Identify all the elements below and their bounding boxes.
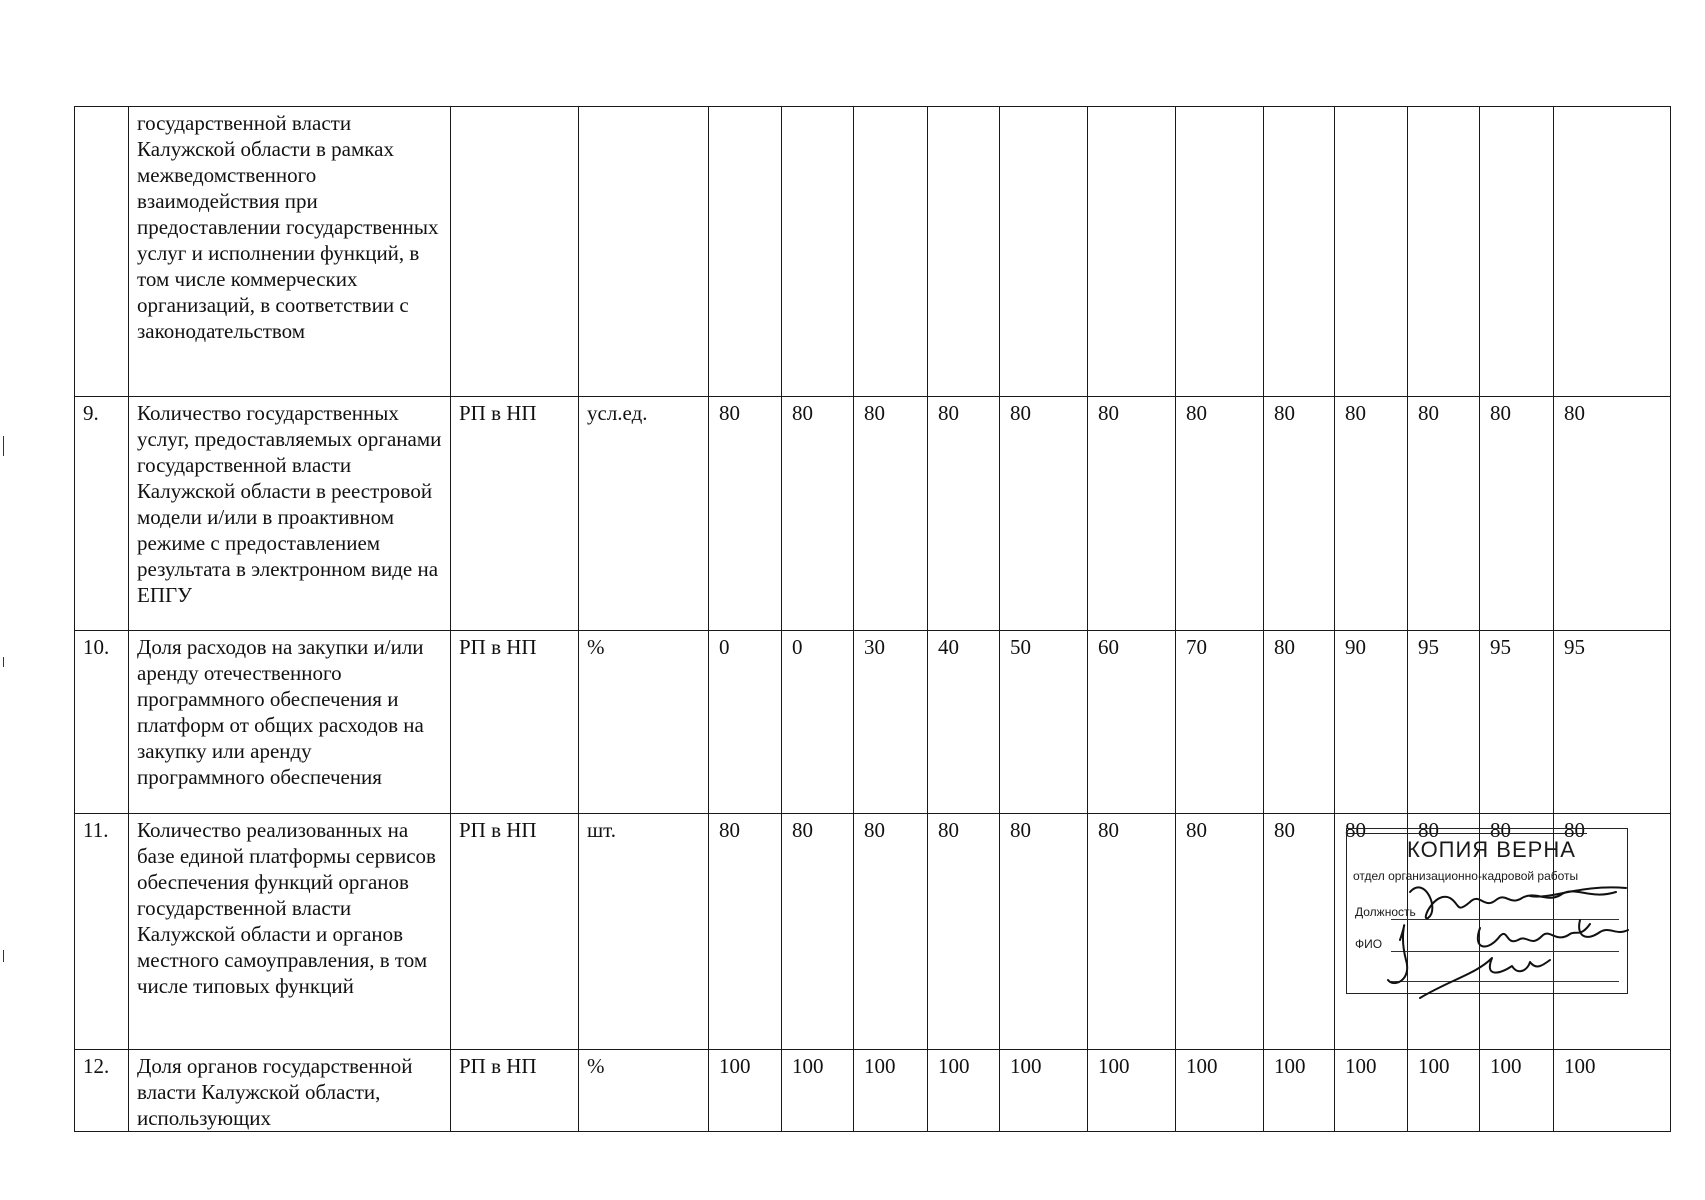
indicator-name-cell: Количество государственных услуг, предоставляемых органами государственной власти Калужской области в реестровой модели и/или в проактивном режиме с предоставлением результата в электронном виде на ЕПГУ	[129, 397, 451, 631]
value-cell	[1408, 107, 1480, 397]
value-cell: 100	[1480, 1050, 1554, 1132]
source-cell: РП в НП	[451, 814, 579, 1050]
table-row	[75, 1050, 1671, 1132]
value-cell: 70	[1176, 631, 1264, 814]
indicator-name-cell: государственной власти Калужской области в рамках межведомственного взаимодействия при предоставлении государственных услуг и исполнении функций, в том числе коммерческих организаций, в соответствии с законодательством	[129, 107, 451, 397]
value-cell: 90	[1335, 631, 1408, 814]
value-cell: 80	[782, 814, 854, 1050]
value-cell	[1264, 107, 1335, 397]
value-cell: 0	[709, 631, 782, 814]
value-cell: 100	[1335, 1050, 1408, 1132]
value-cell: 80	[854, 814, 928, 1050]
value-cell: 80	[1000, 814, 1088, 1050]
row-number-cell: 10.	[75, 631, 129, 814]
value-cell: 95	[1554, 631, 1671, 814]
value-cell: 100	[1554, 1050, 1671, 1132]
value-cell: 30	[854, 631, 928, 814]
value-cell: 80	[1264, 397, 1335, 631]
value-cell: 95	[1480, 631, 1554, 814]
value-cell: 100	[1000, 1050, 1088, 1132]
value-cell: 100	[1408, 1050, 1480, 1132]
unit-cell: %	[579, 631, 709, 814]
value-cell: 80	[1176, 397, 1264, 631]
value-cell: 60	[1088, 631, 1176, 814]
scan-artifact-mark	[3, 657, 4, 667]
table-row	[75, 631, 1671, 814]
source-cell: РП в НП	[451, 397, 579, 631]
stamp-line	[1391, 951, 1619, 952]
source-cell	[451, 107, 579, 397]
stamp-fio-label: ФИО	[1355, 937, 1383, 951]
value-cell: 50	[1000, 631, 1088, 814]
value-cell	[709, 107, 782, 397]
value-cell	[1176, 107, 1264, 397]
value-cell: 80	[1176, 814, 1264, 1050]
row-number-cell: 9.	[75, 397, 129, 631]
value-cell: 40	[928, 631, 1000, 814]
value-cell: 100	[928, 1050, 1000, 1132]
value-cell: 80	[1408, 397, 1480, 631]
value-cell: 80	[1335, 814, 1408, 1050]
stamp-position-label: Должность	[1355, 905, 1416, 919]
value-cell: 80	[782, 397, 854, 631]
source-cell: РП в НП	[451, 1050, 579, 1132]
value-cell: 80	[709, 397, 782, 631]
stamp-department: отдел организационно-кадровой работы	[1353, 869, 1579, 883]
row-number-cell: 11.	[75, 814, 129, 1050]
row-number-cell	[75, 107, 129, 397]
value-cell	[928, 107, 1000, 397]
value-cell	[854, 107, 928, 397]
value-cell	[1088, 107, 1176, 397]
value-cell: 100	[1264, 1050, 1335, 1132]
value-cell: 80	[1480, 397, 1554, 631]
certification-stamp	[1346, 828, 1628, 994]
value-cell: 80	[854, 397, 928, 631]
value-cell: 80	[1088, 397, 1176, 631]
table-row	[75, 397, 1671, 631]
value-cell	[1335, 107, 1408, 397]
stamp-line	[1391, 919, 1619, 920]
value-cell: 80	[1088, 814, 1176, 1050]
value-cell: 80	[709, 814, 782, 1050]
stamp-title: КОПИЯ ВЕРНА	[1407, 837, 1576, 862]
unit-cell: %	[579, 1050, 709, 1132]
value-cell: 0	[782, 631, 854, 814]
value-cell: 80	[1408, 814, 1480, 1050]
value-cell: 80	[1554, 814, 1671, 1050]
value-cell	[782, 107, 854, 397]
indicator-name-cell: Доля расходов на закупки и/или аренду отечественного программного обеспечения и платформ от общих расходов на закупку или аренду программного обеспечения	[129, 631, 451, 814]
value-cell	[1480, 107, 1554, 397]
value-cell: 80	[1264, 814, 1335, 1050]
value-cell: 80	[1480, 814, 1554, 1050]
source-cell: РП в НП	[451, 631, 579, 814]
indicator-name-cell: Количество реализованных на базе единой платформы сервисов обеспечения функций органов государственной власти Калужской области и органов местного самоуправления, в том числе типовых функций	[129, 814, 451, 1050]
value-cell: 80	[1264, 631, 1335, 814]
scan-artifact-mark	[3, 436, 4, 456]
value-cell: 100	[854, 1050, 928, 1132]
value-cell	[1554, 107, 1671, 397]
scan-artifact-mark	[3, 950, 4, 962]
value-cell: 80	[1000, 397, 1088, 631]
value-cell: 80	[928, 397, 1000, 631]
value-cell: 100	[709, 1050, 782, 1132]
unit-cell: усл.ед.	[579, 397, 709, 631]
value-cell: 80	[928, 814, 1000, 1050]
indicator-name-cell: Доля органов государственной власти Калужской области, использующих	[129, 1050, 451, 1132]
unit-cell: шт.	[579, 814, 709, 1050]
unit-cell	[579, 107, 709, 397]
value-cell: 80	[1554, 397, 1671, 631]
value-cell: 80	[1335, 397, 1408, 631]
row-number-cell: 12.	[75, 1050, 129, 1132]
value-cell	[1000, 107, 1088, 397]
table-row	[75, 107, 1671, 397]
value-cell: 100	[1176, 1050, 1264, 1132]
value-cell: 95	[1408, 631, 1480, 814]
value-cell: 100	[782, 1050, 854, 1132]
value-cell: 100	[1088, 1050, 1176, 1132]
stamp-line	[1391, 981, 1619, 982]
